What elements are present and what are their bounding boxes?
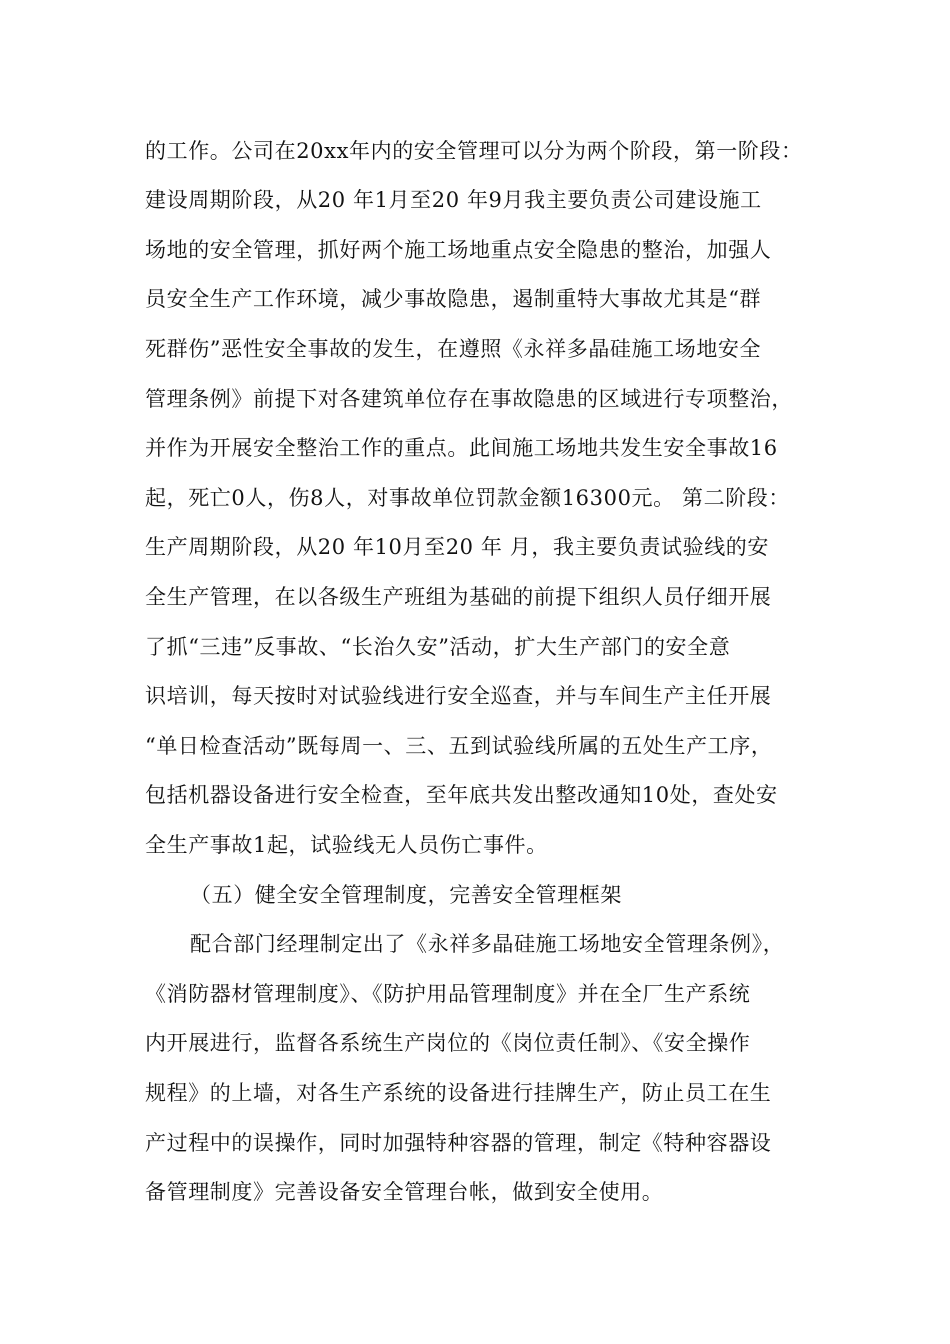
text-line: “单日检查活动”既每周一、三、五到试验线所属的五处生产工序，	[145, 734, 773, 758]
text-line: 场地的安全管理，抓好两个施工场地重点安全隐患的整治，加强人	[145, 238, 772, 262]
text-line: 生产周期阶段，从20 年10月至20 年 月，我主要负责试验线的安	[145, 535, 769, 559]
text-line: 起，死亡0人，伤8人，对事故单位罚款金额16300元。 第二阶段：	[145, 486, 790, 510]
text-line: 全生产事故1起，试验线无人员伤亡事件。	[145, 833, 548, 857]
text-line: 死群伤”恶性安全事故的发生，在遵照《永祥多晶硅施工场地安全	[145, 337, 762, 361]
text-line: 备管理制度》完善设备安全管理台帐，做到安全使用。	[145, 1180, 664, 1204]
text-line: 配合部门经理制定出了《永祥多晶硅施工场地安全管理条例》，	[190, 932, 785, 956]
section-heading: （五）健全安全管理制度，完善安全管理框架	[190, 883, 622, 907]
text-line: 的工作。公司在20xx年内的安全管理可以分为两个阶段，第一阶段：	[145, 139, 803, 163]
text-line: 《消防器材管理制度》、《防护用品管理制度》并在全厂生产系统	[145, 982, 751, 1006]
text-line: 内开展进行，监督各系统生产岗位的《岗位责任制》、《安全操作	[145, 1031, 751, 1055]
text-line: 了抓“三违”反事故、“长治久安”活动，扩大生产部门的安全意	[145, 635, 731, 659]
text-line: 建设周期阶段，从20 年1月至20 年9月我主要负责公司建设施工	[145, 188, 762, 212]
text-line: 管理条例》前提下对各建筑单位存在事故隐患的区域进行专项整治，	[145, 387, 793, 411]
text-line: 规程》的上墙，对各生产系统的设备进行挂牌生产，防止员工在生	[145, 1081, 772, 1105]
text-line: 识培训，每天按时对试验线进行安全巡查，并与车间生产主任开展	[145, 684, 772, 708]
text-line: 包括机器设备进行安全检查，至年底共发出整改通知10处，查处安	[145, 783, 778, 807]
text-line: 员安全生产工作环境，减少事故隐患，遏制重特大事故尤其是“群	[145, 287, 762, 311]
text-line: 并作为开展安全整治工作的重点。此间施工场地共发生安全事故16	[145, 436, 778, 460]
text-line: 产过程中的误操作，同时加强特种容器的管理，制定《特种容器设	[145, 1131, 772, 1155]
text-line: 全生产管理，在以各级生产班组为基础的前提下组织人员仔细开展	[145, 585, 772, 609]
